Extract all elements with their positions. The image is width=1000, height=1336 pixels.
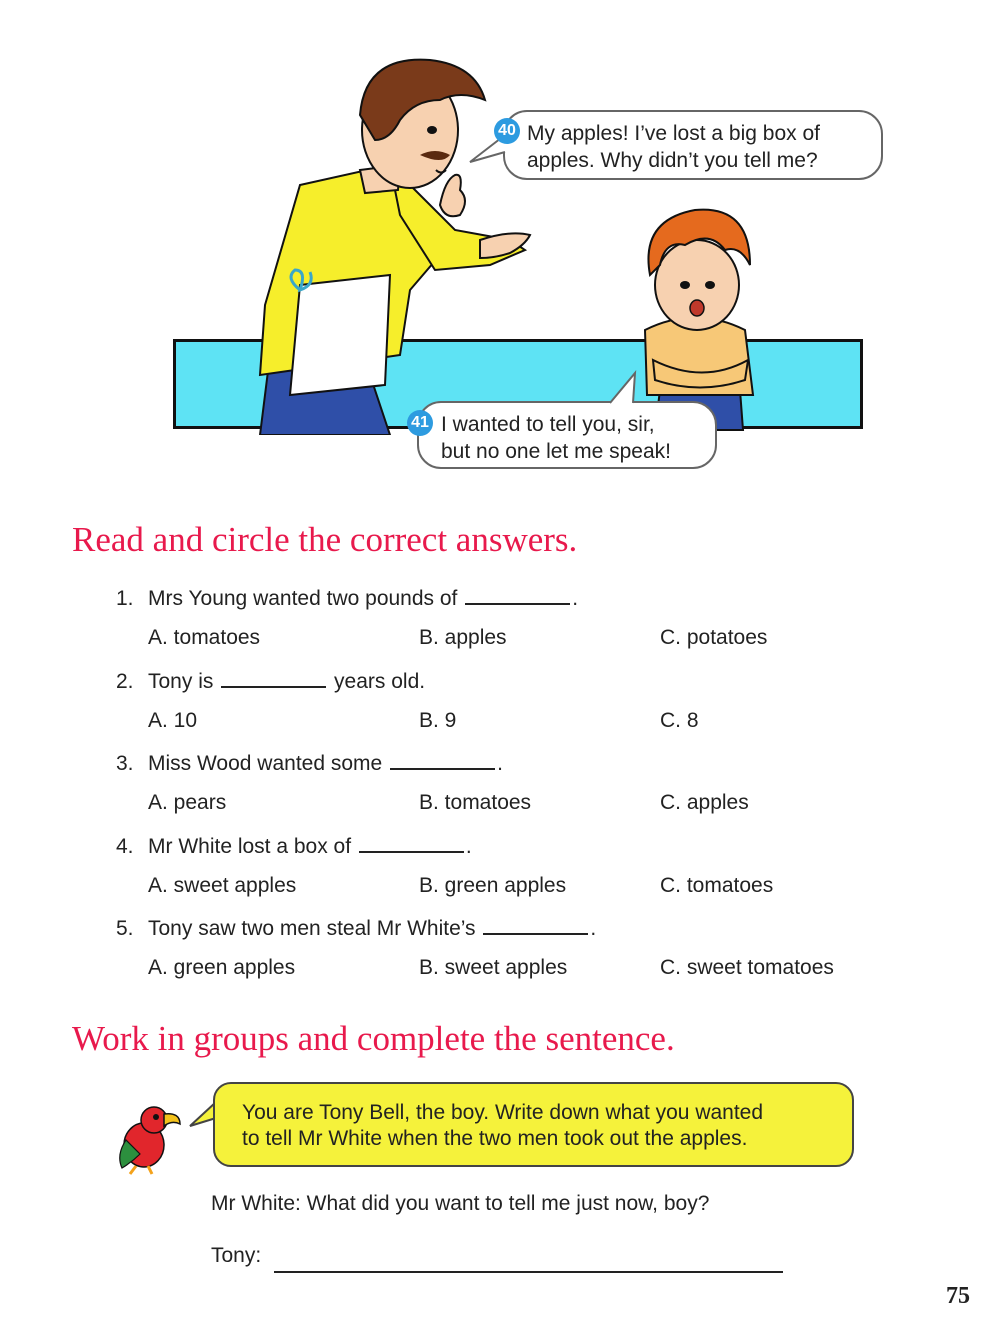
question-2 <box>116 668 425 694</box>
question-number: 2. <box>116 670 134 693</box>
tony-answer-input[interactable] <box>274 1255 783 1273</box>
q1-option-c[interactable]: C. potatoes <box>660 626 768 649</box>
question-text: Tony is <box>148 670 214 693</box>
question-number: 5. <box>116 917 134 940</box>
question-text: Mr White lost a box of <box>148 835 352 858</box>
answer-blank <box>390 750 495 770</box>
question-text: Mrs Young wanted two pounds of <box>148 587 458 610</box>
q1-option-b[interactable]: B. apples <box>419 626 507 649</box>
tony-illustration <box>625 190 775 435</box>
answer-blank <box>465 585 570 605</box>
task-instruction-line-1: You are Tony Bell, the boy. Write down what you wanted <box>242 1101 764 1124</box>
audio-track-badge-41[interactable]: 41 <box>407 410 433 436</box>
answer-blank <box>221 668 326 688</box>
question-number: 4. <box>116 835 134 858</box>
section-title-work-in-groups: Work in groups and complete the sentence. <box>72 1019 675 1058</box>
bubble-41-line-1: I wanted to tell you, sir, <box>441 413 655 436</box>
q5-option-b[interactable]: B. sweet apples <box>419 956 568 979</box>
section-title-read-and-circle: Read and circle the correct answers. <box>72 520 578 559</box>
question-text-end: . <box>572 587 579 610</box>
question-number: 3. <box>116 752 134 775</box>
q3-option-b[interactable]: B. tomatoes <box>419 791 532 814</box>
question-text: Tony saw two men steal Mr White’s <box>148 917 476 940</box>
q4-option-b[interactable]: B. green apples <box>419 874 567 897</box>
question-5 <box>116 915 596 941</box>
bubble-40-line-1: My apples! I’ve lost a big box of <box>527 122 820 145</box>
q4-option-c[interactable]: C. tomatoes <box>660 874 774 897</box>
question-text-end: years old. <box>334 670 426 693</box>
bubble-41-line-2: but no one let me speak! <box>441 440 671 463</box>
question-text-end: . <box>465 835 472 858</box>
question-text-end: . <box>497 752 503 775</box>
page-number: 75 <box>946 1283 970 1309</box>
answer-blank <box>483 915 588 935</box>
task-instruction-line-2: to tell Mr White when the two men took out the apples. <box>242 1127 748 1150</box>
q3-option-a[interactable]: A. pears <box>148 791 227 814</box>
q5-option-a[interactable]: A. green apples <box>148 956 296 979</box>
parrot-mascot-icon <box>112 1100 184 1175</box>
audio-track-badge-40[interactable]: 40 <box>494 118 520 144</box>
q5-option-c[interactable]: C. sweet tomatoes <box>660 956 834 979</box>
shopkeeper-illustration <box>240 55 540 435</box>
question-3 <box>116 750 503 776</box>
question-number: 1. <box>116 587 134 610</box>
question-text: Miss Wood wanted some <box>148 752 383 775</box>
question-1 <box>116 585 578 611</box>
q1-option-a[interactable]: A. tomatoes <box>148 626 261 649</box>
q3-option-c[interactable]: C. apples <box>660 791 749 814</box>
bubble-40-line-2: apples. Why didn’t you tell me? <box>527 149 818 172</box>
question-4 <box>116 833 472 859</box>
speech-bubble-40 <box>503 110 883 180</box>
mr-white-question: Mr White: What did you want to tell me just now, boy? <box>211 1192 710 1215</box>
speech-bubble-41 <box>417 401 717 469</box>
tony-label: Tony: <box>211 1244 262 1267</box>
answer-blank <box>359 833 464 853</box>
q2-option-b[interactable]: B. 9 <box>419 709 457 732</box>
question-text-end: . <box>590 917 597 940</box>
q4-option-a[interactable]: A. sweet apples <box>148 874 297 897</box>
q2-option-c[interactable]: C. 8 <box>660 709 699 732</box>
bubble-41-tail <box>605 370 645 404</box>
task-instruction-box <box>213 1082 854 1167</box>
q2-option-a[interactable]: A. 10 <box>148 709 198 732</box>
